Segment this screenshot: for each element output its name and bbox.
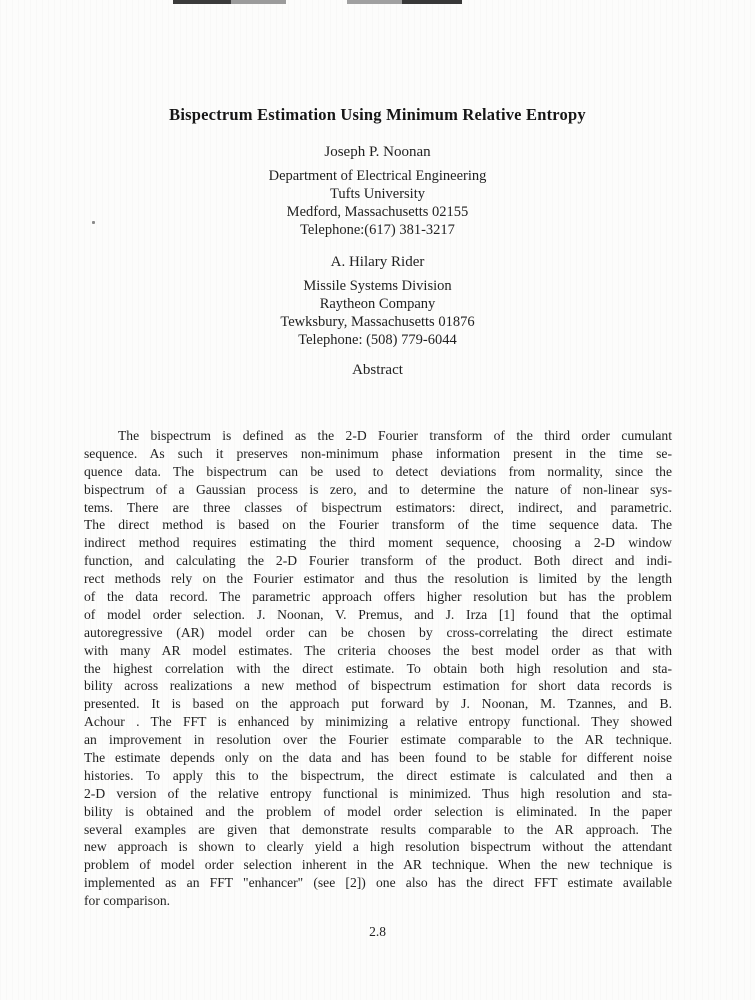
abstract-line: histories. To apply this to the bispectrum, the direct estimate is calculated and then a bbox=[84, 767, 672, 783]
paper-title: Bispectrum Estimation Using Minimum Relative Entropy bbox=[169, 105, 586, 124]
affiliation-line: Department of Electrical Engineering bbox=[268, 168, 487, 184]
abstract-line: implemented as an FFT "enhancer" (see [2]) one also has the direct FFT estimate available bbox=[84, 875, 672, 891]
affiliation-line: Raytheon Company bbox=[319, 296, 436, 312]
abstract-line: with many AR model estimates. The criteria chooses the best model order as that with bbox=[84, 642, 672, 658]
abstract-line: bispectrum of a Gaussian process is zero, and to determine the nature of non-linear sys- bbox=[84, 481, 672, 497]
abstract-line: the highest correlation with the direct estimate. To obtain both high resolution and sta- bbox=[84, 660, 672, 676]
abstract-line: several examples are given that demonstrate results comparable to the AR approach. The bbox=[84, 821, 672, 837]
abstract-line: quence data. The bispectrum can be used to detect deviations from normality, since the bbox=[84, 463, 672, 479]
abstract-line: bility is obtained and the problem of model order selection is eliminated. In the paper bbox=[84, 803, 672, 819]
abstract-line: tems. There are three classes of bispectrum estimators: direct, indirect, and parametric. bbox=[84, 499, 672, 515]
abstract-line: of model order selection. J. Noonan, V. Premus, and J. Irza [1] found that the optimal bbox=[84, 606, 672, 622]
affiliation-line: Tewksbury, Massachusetts 01876 bbox=[280, 314, 475, 330]
scan-artifact-bar bbox=[173, 0, 231, 4]
abstract-heading: Abstract bbox=[352, 362, 403, 378]
affiliation-line: Medford, Massachusetts 02155 bbox=[286, 204, 469, 220]
affiliation-line: Missile Systems Division bbox=[303, 278, 452, 294]
scan-artifact-bar bbox=[402, 0, 462, 4]
affiliation-line: Telephone: (508) 779-6044 bbox=[298, 332, 457, 348]
abstract-line: rect methods rely on the Fourier estimator and thus the resolution is limited by the length bbox=[84, 571, 672, 587]
abstract-line: 2-D version of the relative entropy functional is minimized. Thus high resolution and sta- bbox=[84, 785, 672, 801]
abstract-line: for comparison. bbox=[84, 893, 171, 909]
author-name: Joseph P. Noonan bbox=[324, 144, 431, 160]
page-number: 2.8 bbox=[369, 924, 386, 939]
abstract-line: new approach is shown to clearly yield a high resolution bispectrum without the attendant bbox=[84, 839, 672, 855]
author-block-2 bbox=[0, 254, 755, 349]
abstract-line: The bispectrum is defined as the 2-D Fourier transform of the third order cumulant bbox=[118, 428, 672, 443]
abstract-line: indirect method requires estimating the third moment sequence, choosing a 2-D window bbox=[84, 535, 672, 551]
abstract-line: The direct method is based on the Fourier transform of the time sequence data. The bbox=[84, 517, 672, 533]
abstract-line: function, and calculating the 2-D Fourier transform of the product. Both direct and indi- bbox=[84, 553, 672, 569]
affiliation-line: Telephone:(617) 381-3217 bbox=[300, 222, 455, 238]
scan-artifact-bar bbox=[347, 0, 402, 4]
scan-artifact-bar bbox=[231, 0, 286, 4]
abstract-line: The estimate depends only on the data and has been found to be stable for different noise bbox=[84, 750, 672, 766]
author-block-1 bbox=[0, 144, 755, 239]
abstract-paragraph bbox=[84, 427, 672, 910]
abstract-line: bility across realizations a new method of bispectrum estimation for short data records is bbox=[84, 678, 672, 694]
abstract-line: sequence. As such it preserves non-minimum phase information present in the time se- bbox=[84, 445, 672, 461]
abstract-line: autoregressive (AR) model order can be chosen by cross-correlating the direct estimate bbox=[84, 624, 672, 640]
abstract-line: of the data record. The parametric approach offers higher resolution but has the problem bbox=[84, 589, 672, 605]
abstract-line: presented. It is based on the approach put forward by J. Noonan, M. Tzannes, and B. bbox=[84, 696, 672, 712]
abstract-line: Achour . The FFT is enhanced by minimizing a relative entropy functional. They showed bbox=[84, 714, 672, 730]
author-name: A. Hilary Rider bbox=[330, 254, 425, 270]
abstract-line: an improvement in resolution over the Fourier estimate comparable to the AR technique. bbox=[84, 732, 672, 748]
affiliation-line: Tufts University bbox=[330, 186, 425, 202]
abstract-line: problem of model order selection inherent in the AR technique. When the new technique is bbox=[84, 857, 672, 873]
